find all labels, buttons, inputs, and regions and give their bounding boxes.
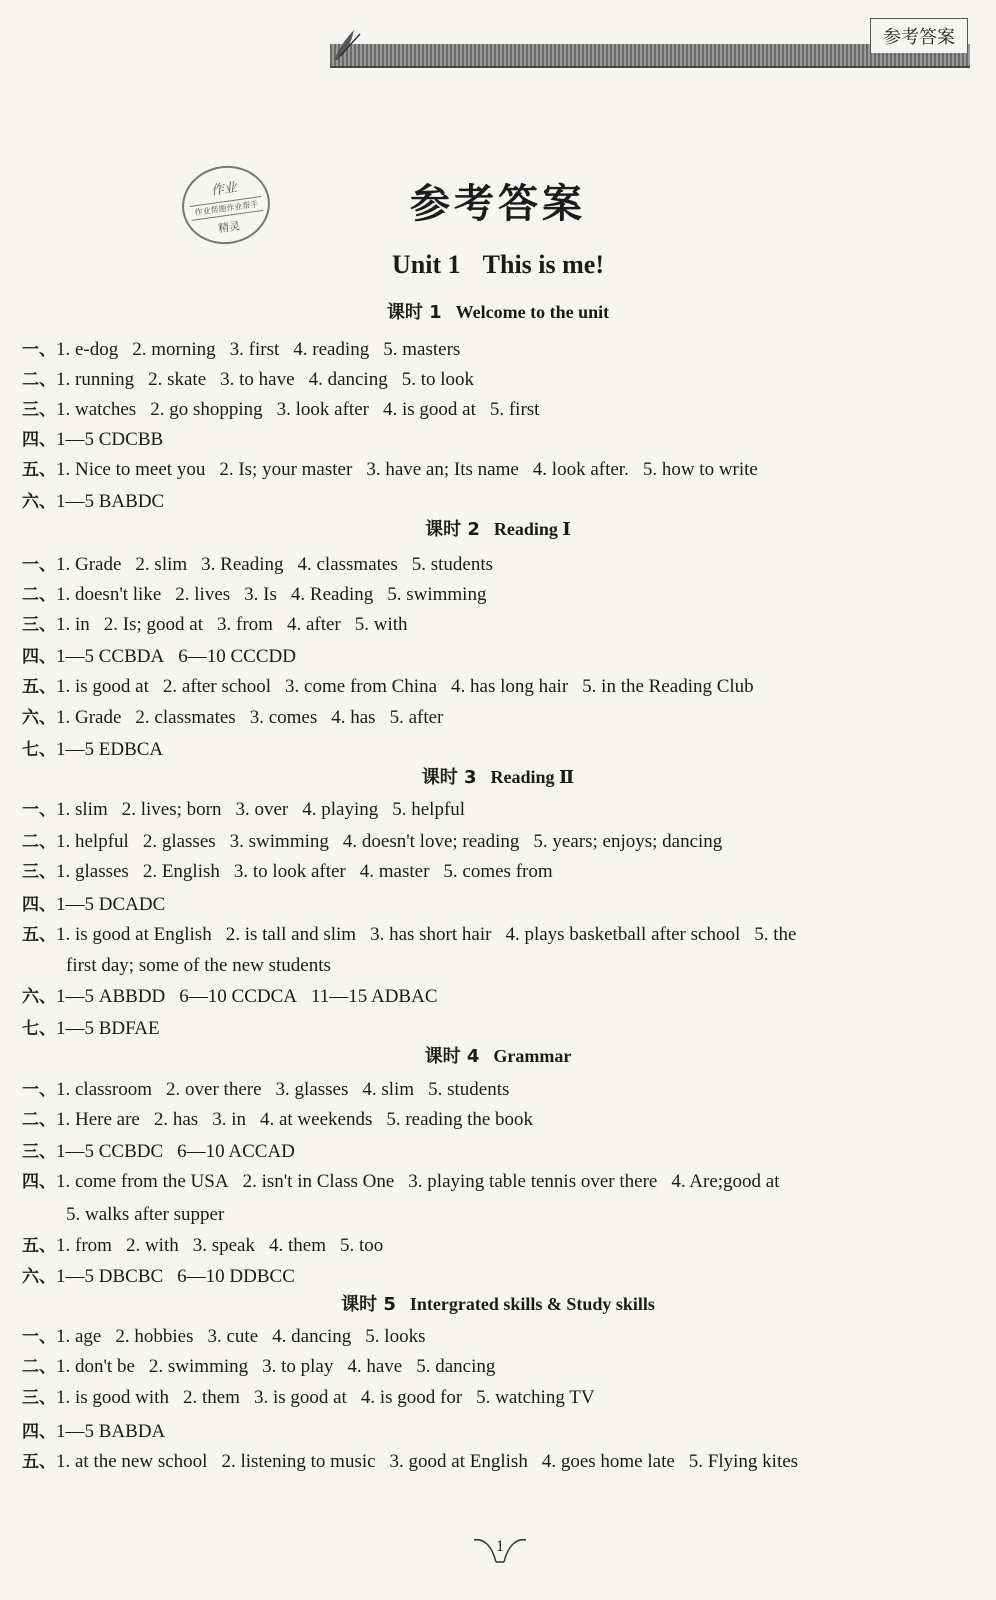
leaf-icon [330, 26, 370, 62]
answer-item: 2. morning [132, 339, 216, 360]
page-number-text: 1 [496, 1538, 504, 1555]
question-number: 二、 [22, 585, 56, 605]
answer-item: 1. slim [56, 799, 108, 820]
answer-item: 2. Is; your master [219, 459, 353, 480]
question-number: 六、 [22, 492, 56, 512]
answer-item: 3. come from China [285, 676, 438, 697]
answer-item: 1. is good with [56, 1387, 169, 1408]
answer-item: 1. classroom [56, 1079, 153, 1100]
unit-label: Unit 1 [392, 250, 461, 279]
section-lesson: 课时 3 [421, 767, 477, 788]
answer-item: 3. has short hair [370, 924, 492, 945]
answer-line [22, 1017, 174, 1041]
question-number: 一、 [22, 340, 56, 360]
answer-line [22, 458, 772, 482]
question-number: 四、 [22, 895, 56, 915]
section-name: Intergrated skills & Study skills [409, 1294, 655, 1314]
answer-line [22, 738, 177, 762]
answer-item: 5. Flying kites [688, 1451, 799, 1472]
answer-item: 1. at the new school [56, 1451, 208, 1472]
question-number: 三、 [22, 400, 56, 420]
question-number: 五、 [22, 1452, 56, 1472]
answer-item: 3. to look after [233, 861, 346, 882]
question-number: 一、 [22, 800, 56, 820]
answer-item: 3. to play [262, 1356, 334, 1377]
answer-item: 1—5 BABDC [56, 491, 165, 512]
answer-item: 2. glasses [142, 831, 216, 852]
section-heading [0, 515, 996, 541]
answer-item: 5. masters [383, 339, 461, 360]
answer-line [66, 954, 345, 978]
answer-item: 3. have an; Its name [366, 459, 519, 480]
answer-item: 3. in [212, 1109, 246, 1130]
answer-line [22, 1355, 509, 1379]
answer-item: 5. to look [401, 369, 475, 390]
section-name: Reading Ⅱ [490, 767, 575, 787]
answer-item: 6—10 DDBCC [177, 1266, 295, 1287]
answer-item: 4. them [268, 1235, 326, 1256]
header-tag: 参考答案 [870, 18, 968, 53]
question-number: 三、 [22, 862, 56, 882]
question-number: 五、 [22, 1236, 56, 1256]
answer-item: 2. lives [175, 584, 231, 605]
answer-item: 1. from [56, 1235, 112, 1256]
section-lesson: 课时 1 [386, 302, 442, 323]
answer-item: 4. has [331, 707, 376, 728]
answer-item: 5. the [754, 924, 797, 945]
answer-item: 1. come from the USA [56, 1171, 229, 1192]
section-name: Welcome to the unit [455, 302, 610, 322]
question-number: 五、 [22, 460, 56, 480]
answer-item: 4. goes home late [541, 1451, 675, 1472]
answer-item: 3. Reading [201, 554, 284, 575]
answer-item: 1—5 CDCBB [56, 429, 164, 450]
answer-item: 4. dancing [308, 369, 388, 390]
answer-item: 11—15 ADBAC [310, 986, 438, 1007]
answer-item: 5. years; enjoys; dancing [533, 831, 723, 852]
answer-item: 5. after [389, 707, 444, 728]
answer-item: 1—5 EDBCA [56, 739, 164, 760]
answer-line [22, 1170, 794, 1194]
question-number: 一、 [22, 1327, 56, 1347]
unit-name: This is me! [482, 250, 604, 279]
answer-item: 1—5 ABBDD [56, 986, 166, 1007]
answer-line [22, 860, 567, 884]
answer-line [22, 893, 179, 917]
answer-item: 5. students [428, 1079, 510, 1100]
answer-line [22, 1108, 547, 1132]
answer-item: 1. is good at [56, 676, 149, 697]
answer-item: 3. speak [192, 1235, 255, 1256]
answer-item: 4. have [347, 1356, 403, 1377]
answer-item: 5. too [339, 1235, 384, 1256]
answer-item: 3. from [217, 614, 273, 635]
section-name: Reading Ⅰ [493, 519, 571, 539]
answer-item: 5. how to write [642, 459, 758, 480]
answer-item: 5. watching TV [476, 1387, 595, 1408]
answer-line [22, 645, 310, 669]
answer-item: 2. them [182, 1387, 240, 1408]
answer-item: 1—5 BABDA [56, 1421, 166, 1442]
answer-item: 1—5 DCADC [56, 894, 166, 915]
section-lesson: 课时 2 [425, 519, 480, 540]
answer-item: 3. glasses [275, 1079, 349, 1100]
section-heading [0, 1290, 996, 1316]
answer-item: 5. reading the book [386, 1109, 534, 1130]
answer-line [22, 1450, 812, 1474]
answer-line [22, 706, 457, 730]
answer-item: 3. swimming [229, 831, 329, 852]
answer-line [66, 1203, 238, 1227]
answer-item: 3. is good at [253, 1387, 347, 1408]
answer-item: 2. slim [135, 554, 188, 575]
answer-item: 3. first [229, 339, 280, 360]
answer-item: 1. don't be [56, 1356, 135, 1377]
question-number: 六、 [22, 708, 56, 728]
answer-line [22, 1234, 397, 1258]
answer-item: 6—10 CCDCA [179, 986, 297, 1007]
answer-item: 6—10 ACCAD [177, 1141, 295, 1162]
stamp-line-1: 作业 [209, 180, 238, 199]
answer-line [22, 1420, 179, 1444]
answer-item: 3. cute [207, 1326, 259, 1347]
answer-item: 2. classmates [135, 707, 236, 728]
answer-item: 5. first [489, 399, 540, 420]
question-number: 七、 [22, 1019, 56, 1039]
answer-item: 2. has [153, 1109, 199, 1130]
question-number: 二、 [22, 370, 56, 390]
answer-item: 1. e-dog [56, 339, 119, 360]
answer-item: 3. look after [276, 399, 369, 420]
answer-item: 4. playing [302, 799, 379, 820]
answer-line [22, 923, 810, 947]
answer-item: 2. swimming [148, 1356, 249, 1377]
answer-item: 1. in [56, 614, 90, 635]
answer-item: 3. good at English [389, 1451, 528, 1472]
answer-item: 3. comes [249, 707, 318, 728]
answer-line [22, 1386, 609, 1410]
stamp-line-3: 精灵 [217, 219, 241, 236]
answer-item: 3. to have [220, 369, 295, 390]
question-number: 一、 [22, 555, 56, 575]
question-number: 四、 [22, 430, 56, 450]
answer-item: 1. watches [56, 399, 137, 420]
answer-item: 5. swimming [387, 584, 487, 605]
answer-item: 1. Grade [56, 554, 122, 575]
answer-item: 4. after [286, 614, 341, 635]
answer-item: 1. age [56, 1326, 102, 1347]
answer-item: 4. classmates [297, 554, 398, 575]
answer-item: 1. glasses [56, 861, 129, 882]
answer-item: 5. with [354, 614, 408, 635]
question-number: 二、 [22, 832, 56, 852]
section-heading [0, 763, 996, 789]
answer-item: 4. is good at [382, 399, 476, 420]
answer-item: 1—5 DBCBC [56, 1266, 164, 1287]
answer-item: 3. over [235, 799, 289, 820]
answer-line [22, 1325, 439, 1349]
answer-item: 1. Here are [56, 1109, 140, 1130]
answer-item: 5. walks after supper [66, 1204, 225, 1225]
answer-item: 4. is good for [360, 1387, 463, 1408]
answer-item: 1. is good at English [56, 924, 212, 945]
answer-item: 4. Reading [290, 584, 374, 605]
answer-line [22, 1078, 523, 1102]
section-heading [0, 1042, 996, 1068]
answer-item: 4. plays basketball after school [505, 924, 741, 945]
answer-item: 1. Grade [56, 707, 122, 728]
question-number: 四、 [22, 1422, 56, 1442]
answer-line [22, 428, 177, 452]
section-heading [0, 298, 996, 324]
question-number: 二、 [22, 1357, 56, 1377]
answer-item: 4. has long hair [451, 676, 569, 697]
answer-item: 5. helpful [392, 799, 466, 820]
answer-line [22, 985, 452, 1009]
question-number: 六、 [22, 987, 56, 1007]
answer-item: 4. dancing [272, 1326, 352, 1347]
answer-item: 2. listening to music [221, 1451, 376, 1472]
answer-line [22, 398, 553, 422]
answer-item: 1. Nice to meet you [56, 459, 206, 480]
question-number: 三、 [22, 1388, 56, 1408]
answer-item: 5. students [411, 554, 494, 575]
answer-item: 2. after school [162, 676, 272, 697]
answer-item: 5. looks [365, 1326, 426, 1347]
answer-line [22, 798, 479, 822]
question-number: 四、 [22, 647, 56, 667]
answer-line [22, 338, 474, 362]
answer-item: 1—5 CCBDC [56, 1141, 164, 1162]
answer-item: 1. running [56, 369, 135, 390]
section-name: Grammar [493, 1046, 572, 1066]
answer-item: 5. dancing [416, 1356, 496, 1377]
answer-item: 3. playing table tennis over there [408, 1171, 658, 1192]
answer-item: 2. Is; good at [103, 614, 203, 635]
answer-item: 4. reading [293, 339, 370, 360]
question-number: 七、 [22, 740, 56, 760]
answer-line [22, 675, 768, 699]
answer-item: 2. over there [166, 1079, 262, 1100]
stamp-line-2: 作业帮题作业帮手 [190, 196, 263, 221]
answer-item: 4. look after. [532, 459, 629, 480]
answer-item: 2. with [125, 1235, 179, 1256]
answer-line [22, 553, 507, 577]
question-number: 四、 [22, 1172, 56, 1192]
answer-item: 2. isn't in Class One [242, 1171, 395, 1192]
answer-item: 2. English [142, 861, 220, 882]
answer-item: 4. master [359, 861, 430, 882]
answer-line [22, 368, 488, 392]
answer-line [22, 613, 422, 637]
answer-item: 5. comes from [443, 861, 553, 882]
answer-item: 3. Is [244, 584, 277, 605]
answer-item: first day; some of the new students [66, 955, 331, 976]
answer-item: 1. helpful [56, 831, 129, 852]
question-number: 五、 [22, 677, 56, 697]
answer-item: 4. slim [362, 1079, 415, 1100]
answer-line [22, 830, 736, 854]
answer-item: 4. doesn't love; reading [342, 831, 520, 852]
answer-item: 6—10 CCCDD [178, 646, 296, 667]
page-number [470, 1528, 530, 1568]
answer-item: 1—5 CCBDA [56, 646, 165, 667]
answer-line [22, 490, 178, 514]
question-number: 二、 [22, 1110, 56, 1130]
answer-line [22, 1265, 309, 1289]
unit-title [0, 250, 996, 280]
section-lesson: 课时 4 [424, 1046, 480, 1067]
answer-line [22, 1140, 309, 1164]
question-number: 三、 [22, 1142, 56, 1162]
answer-item: 2. lives; born [121, 799, 222, 820]
section-lesson: 课时 5 [341, 1294, 396, 1315]
answer-item: 2. is tall and slim [225, 924, 357, 945]
answer-item: 2. hobbies [115, 1326, 194, 1347]
answer-item: 2. skate [148, 369, 207, 390]
question-number: 三、 [22, 615, 56, 635]
page-title: 参考答案 [410, 181, 586, 227]
answer-item: 4. Are;good at [671, 1171, 780, 1192]
answer-item: 5. in the Reading Club [582, 676, 754, 697]
question-number: 一、 [22, 1080, 56, 1100]
answer-line [22, 583, 500, 607]
answer-item: 1—5 BDFAE [56, 1018, 160, 1039]
answer-item: 2. go shopping [150, 399, 263, 420]
answer-item: 1. doesn't like [56, 584, 162, 605]
question-number: 五、 [22, 925, 56, 945]
question-number: 六、 [22, 1267, 56, 1287]
answer-item: 4. at weekends [259, 1109, 373, 1130]
